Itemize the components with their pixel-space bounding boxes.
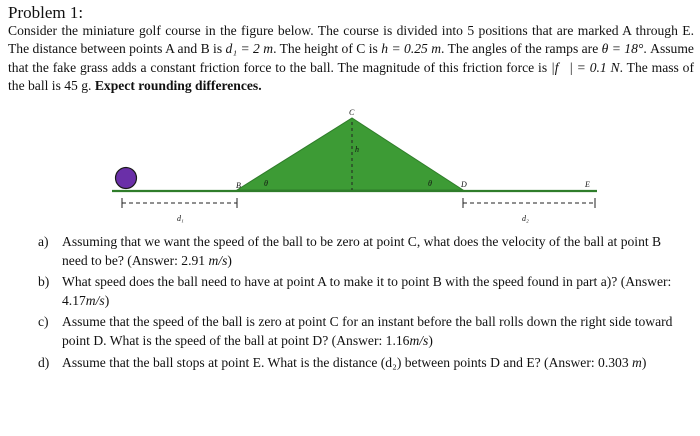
answer-unit: m/s	[409, 332, 429, 348]
question-d	[38, 354, 688, 373]
question-label: b)	[38, 274, 50, 290]
question-label: a)	[38, 234, 49, 249]
answer-unit: m/s	[208, 252, 228, 268]
golf-course-figure	[0, 108, 700, 233]
question-label: c)	[38, 314, 49, 330]
answer-close: )	[227, 252, 232, 268]
question-list	[38, 233, 688, 375]
intro-text-3: . The angles of the ramps are	[441, 41, 602, 57]
friction-force: |f⃗| = 0.1 N	[550, 59, 620, 75]
intro-text-5: . The mass of the ball is 45 g.	[8, 59, 694, 94]
golf-ball	[116, 168, 137, 189]
label-d: D	[461, 180, 467, 189]
problem-title: Problem 1:	[8, 3, 84, 22]
question-text: What speed does the ball need to have at point A to make it to point B with the speed found in part a)? (Answer: 4.17	[62, 274, 672, 308]
problem-statement	[8, 22, 694, 96]
label-h: h	[355, 145, 359, 154]
label-d1: d₁	[177, 214, 184, 223]
angle-theta: θ = 18°	[601, 41, 644, 57]
label-theta-right: θ	[428, 179, 432, 188]
question-a	[38, 233, 688, 270]
label-c: C	[349, 108, 355, 117]
rounding-note: Expect rounding differences.	[94, 78, 262, 94]
question-text: Assume that the ball stops at point E. What is the distance (d₂) between points D and E? (Answer: 0.303	[62, 354, 633, 370]
question-text: Assume that the speed of the ball is zero at point C for an instant before the ball rolls down the right side toward point D. What is the speed of the ball at point D? (Answer: 1.16	[62, 314, 673, 348]
answer-close: )	[641, 354, 647, 370]
height-h: h = 0.25 m	[381, 41, 442, 57]
label-theta-left: θ	[264, 179, 268, 188]
label-e: E	[585, 180, 590, 189]
intro-text-2: . The height of C is	[273, 41, 382, 57]
question-label: d)	[38, 354, 50, 370]
answer-unit: m/s	[85, 292, 105, 308]
intro-text-4: . Assume that the fake grass adds a constant friction force to the ball. The magnitude of this friction force is	[8, 41, 694, 75]
label-b: B	[236, 181, 241, 190]
answer-unit: m	[632, 354, 642, 370]
question-text: Assuming that we want the speed of the ball to be zero at point C, what does the velocity of the ball at point B need to be? (Answer: 2.91	[62, 234, 662, 268]
label-d2: d₂	[522, 214, 529, 223]
question-b	[38, 273, 688, 310]
question-c	[38, 313, 688, 350]
distance-d1: d₁ = 2 m	[225, 41, 274, 57]
intro-text-1: Consider the miniature golf course in the figure below. The course is divided into 5 positions that are marked A through E. The distance between points A and B is	[8, 23, 694, 57]
answer-close: )	[104, 292, 110, 308]
answer-close: )	[428, 332, 433, 348]
